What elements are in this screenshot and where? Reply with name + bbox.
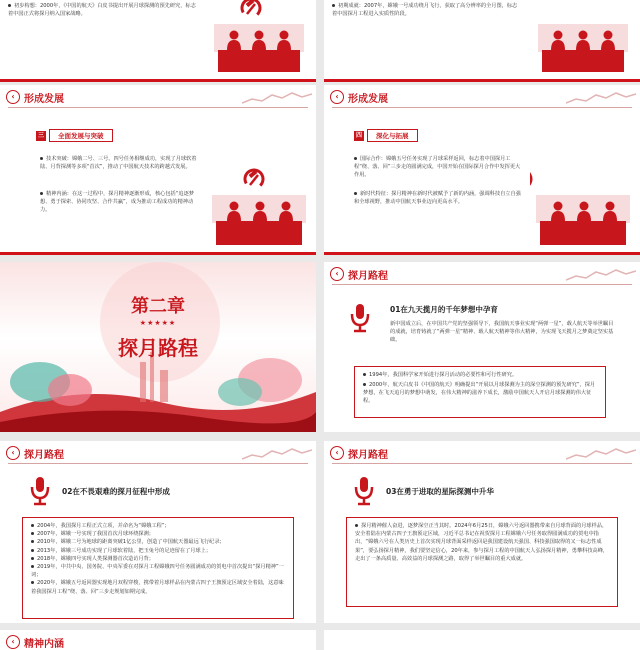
great-wall-icon	[242, 89, 312, 105]
bullet-dot	[31, 524, 34, 527]
section-title: 形成发展	[348, 94, 388, 105]
great-wall-icon	[566, 445, 636, 461]
bullet-dot	[40, 192, 43, 195]
slide-thumbnail-8[interactable]	[324, 441, 640, 623]
paragraph-text: 新中国成立后，在中国共产党的坚强领导下，我国航天事业实现“两弹一星”，载人航天等举世瞩目的成就，培育铸就了“两弹一星”精神、载人航天精神等伟大精神，为实现飞天揽月之梦奠定坚实基础。	[390, 321, 614, 344]
chevron-left-icon: ‹	[330, 446, 344, 460]
bullet-dot	[354, 192, 357, 195]
bottom-rule	[324, 79, 640, 82]
bullet-item	[355, 522, 611, 563]
bullet-dot	[31, 532, 34, 535]
badge-label: 全面发展与突破	[49, 129, 113, 142]
bullet-text: 2010年，嫦娥二号为地球的距离突破1亿公里，创造了中国航天器最远飞行纪录；	[37, 539, 225, 546]
header-divider	[8, 107, 308, 108]
slide-header	[0, 630, 316, 650]
hammer-sickle-icon	[530, 167, 534, 192]
bullet-text: 2019年，中共中央、国务院、中央军委在对探月工程嫦娥四号任务圆满成功的贺电中首次提出“探月精神”一词；	[31, 564, 284, 579]
bullet-dot	[31, 540, 34, 543]
header-divider	[332, 107, 632, 108]
slide-thumbnail-4[interactable]	[324, 85, 640, 255]
bullet-dot	[355, 524, 358, 527]
great-wall-icon	[566, 266, 636, 282]
bullet-text: 初步构想：2000年，《中国的航天》白皮书提出开展月球探测的预先研究，标志着中国正式将探月纳入国家战略。	[8, 3, 196, 18]
bullet-text: 探月精神催人奋进，逐梦深空正当其时。2024年6月25日，嫦娥六号返回器携带来自月球背面的月球样品，安全着陆在内蒙古四子王旗预定区域，习近平总书记在祝贺探月工程嫦娥六号任务取得圆满成功的贺电中指出，“嫦娥六号在人类历史上首次实现月球背面采样返回是我国建设航天强国、科技强国取得的又一标志性成果”，要弘扬探月精神，我们要坚定信心，20年来，参与探月工程的中国航天人弘扬探月精神，勇攀科技高峰，走出了一条高质量、高效益的月球探测之路，取得了举世瞩目的重大成就。	[355, 523, 609, 562]
slide-thumbnail-10[interactable]	[324, 630, 640, 650]
bullet-item	[40, 190, 200, 215]
bullet-dot	[363, 383, 366, 386]
section-title: 探月路程	[348, 271, 388, 282]
bullet-text: 2018年，嫦娥四号实现人类探测器首次造访月背；	[37, 555, 154, 562]
chapter-number: 第二章	[131, 296, 185, 317]
badge-number: 三	[37, 131, 44, 139]
slide-thumbnail-9[interactable]	[0, 630, 316, 650]
slide-thumbnail-6[interactable]	[324, 262, 640, 432]
section-badge	[354, 129, 418, 142]
timeline-list	[31, 522, 287, 596]
bottom-rule	[0, 252, 316, 255]
bullet-item	[354, 155, 524, 180]
hammer-sickle-icon	[239, 0, 264, 20]
bullet-dot	[8, 4, 11, 7]
star-divider: ★★★★★	[139, 319, 177, 327]
bullet-text: 技术突破：嫦娥二号、三号、四号任务相继成功，实现了月球软着陆、月背探测等多项“首次”，推动了中国航天技术的跨越式发展。	[40, 156, 197, 171]
delegates-illustration	[530, 165, 634, 249]
timeline-card	[354, 366, 606, 418]
section-title: 探月路程	[24, 450, 64, 461]
bullet-dot	[363, 373, 366, 376]
slide-header	[324, 441, 640, 463]
chevron-left-icon: ‹	[6, 446, 20, 460]
delegates-illustration	[206, 165, 310, 249]
slide-header	[324, 262, 640, 284]
delegates-illustration	[206, 0, 306, 76]
bullet-item	[8, 2, 198, 18]
bullet-item	[31, 538, 287, 546]
slide-thumbnail-2[interactable]	[324, 0, 640, 82]
slide-header	[0, 85, 316, 107]
slide-thumbnail-1[interactable]	[0, 0, 316, 82]
slide-header	[324, 85, 640, 107]
subsection-title: 02在不畏艰难的探月征程中形成	[62, 487, 170, 496]
bullet-item	[31, 555, 287, 563]
hammer-sickle-icon	[242, 167, 267, 192]
bullet-text: 初期成就：2007年，嫦娥一号成功绕月飞行，获取了高分辨率的全月图，标志着中国探月工程进入实质性阶段。	[332, 3, 518, 18]
badge-label: 深化与拓展	[367, 129, 418, 142]
content-card	[346, 517, 618, 607]
chevron-left-icon: ‹	[330, 267, 344, 281]
bullet-dot	[31, 549, 34, 552]
badge-number: 四	[355, 131, 362, 139]
bullet-item	[31, 563, 287, 579]
slide-thumbnail-3[interactable]	[0, 85, 316, 255]
bullet-item	[31, 547, 287, 555]
bullet-item	[31, 579, 287, 595]
bottom-rule	[324, 252, 640, 255]
section-title: 探月路程	[348, 450, 388, 461]
bullet-item	[31, 522, 287, 530]
microphone-icon	[352, 477, 376, 507]
section-badge	[36, 129, 113, 142]
bullet-text: 国际合作：嫦娥五号任务实现了月球采样返回，标志着中国探月工程“绕、落、回”三步走的圆满完成，中国开始在国际探月合作中发挥更大作用。	[354, 156, 521, 179]
timeline-card	[22, 517, 294, 619]
bullet-dot	[354, 157, 357, 160]
chevron-left-icon: ‹	[330, 90, 344, 104]
header-divider	[332, 284, 632, 285]
bullet-text: 2013年，嫦娥三号成功实现了月球软着陆，把玉兔号的足迹留在了月球上；	[37, 547, 212, 554]
microphone-icon	[348, 304, 372, 334]
section-title: 精神内涵	[24, 639, 64, 650]
bullet-dot	[31, 565, 34, 568]
subsection-title: 01在九天揽月的千年梦想中孕育	[390, 305, 498, 314]
slide-thumbnail-7[interactable]	[0, 441, 316, 623]
bullet-dot	[40, 157, 43, 160]
slide-thumbnail-5[interactable]	[0, 262, 316, 432]
section-title: 形成发展	[24, 94, 64, 105]
bottom-rule	[0, 79, 316, 82]
chevron-left-icon: ‹	[6, 90, 20, 104]
header-divider	[8, 463, 308, 464]
bullet-item	[363, 371, 599, 379]
bullet-item	[363, 381, 599, 406]
bullet-text: 精神内涵：在这一过程中，探月精神逐渐形成，核心包括“追逐梦想、勇于探索、协同攻坚、合作共赢”，成为推动工程成功的精神动力。	[40, 191, 194, 214]
delegates-illustration	[530, 0, 630, 76]
chevron-left-icon: ‹	[6, 635, 20, 649]
bullet-text: 新时代特征：探月精神在新时代被赋予了新的内涵，强调科技自立自强和全球视野，推动中国航天事业迈向更高水平。	[354, 191, 521, 206]
bullet-item	[31, 530, 287, 538]
microphone-icon	[28, 477, 52, 507]
bullet-text: 2004年，我国探月工程正式立项，并命名为“嫦娥工程”；	[37, 523, 170, 529]
bullet-text: 2000年，航天白皮书《中国的航天》明确提出“开展以月球探测为主的深空探测的预先研究”，探月梦想，在飞天追月的梦想中萌发，在伟大精神的滋养下成长，激励中国航天人开启月球探测的伟大征程。	[363, 382, 596, 405]
slide-header	[0, 441, 316, 463]
bullet-dot	[31, 557, 34, 560]
header-divider	[332, 463, 632, 464]
bullet-text: 2020年，嫦娥五号返回器实现地月双程穿梭，携带着月球样品在内蒙古四子王旗预定区域安全着陆，这意味着我国探月工程“绕、落、回”三步走规划如期完成。	[31, 580, 284, 595]
subsection-title: 03在勇于进取的星际探测中升华	[386, 487, 494, 496]
bullet-item	[40, 155, 200, 171]
bullet-text: 1994年，我国科学家开始进行探月活动的必要性和可行性研究。	[369, 372, 518, 378]
bullet-item	[332, 2, 522, 18]
bullet-item	[354, 190, 524, 206]
great-wall-icon	[566, 89, 636, 105]
bullet-dot	[332, 4, 335, 7]
bullet-text: 2007年，嫦娥一号实现了我国首次月球环绕探测；	[37, 531, 154, 538]
bullet-dot	[31, 581, 34, 584]
great-wall-icon	[242, 445, 312, 461]
chapter-title: 探月路程	[118, 336, 198, 360]
